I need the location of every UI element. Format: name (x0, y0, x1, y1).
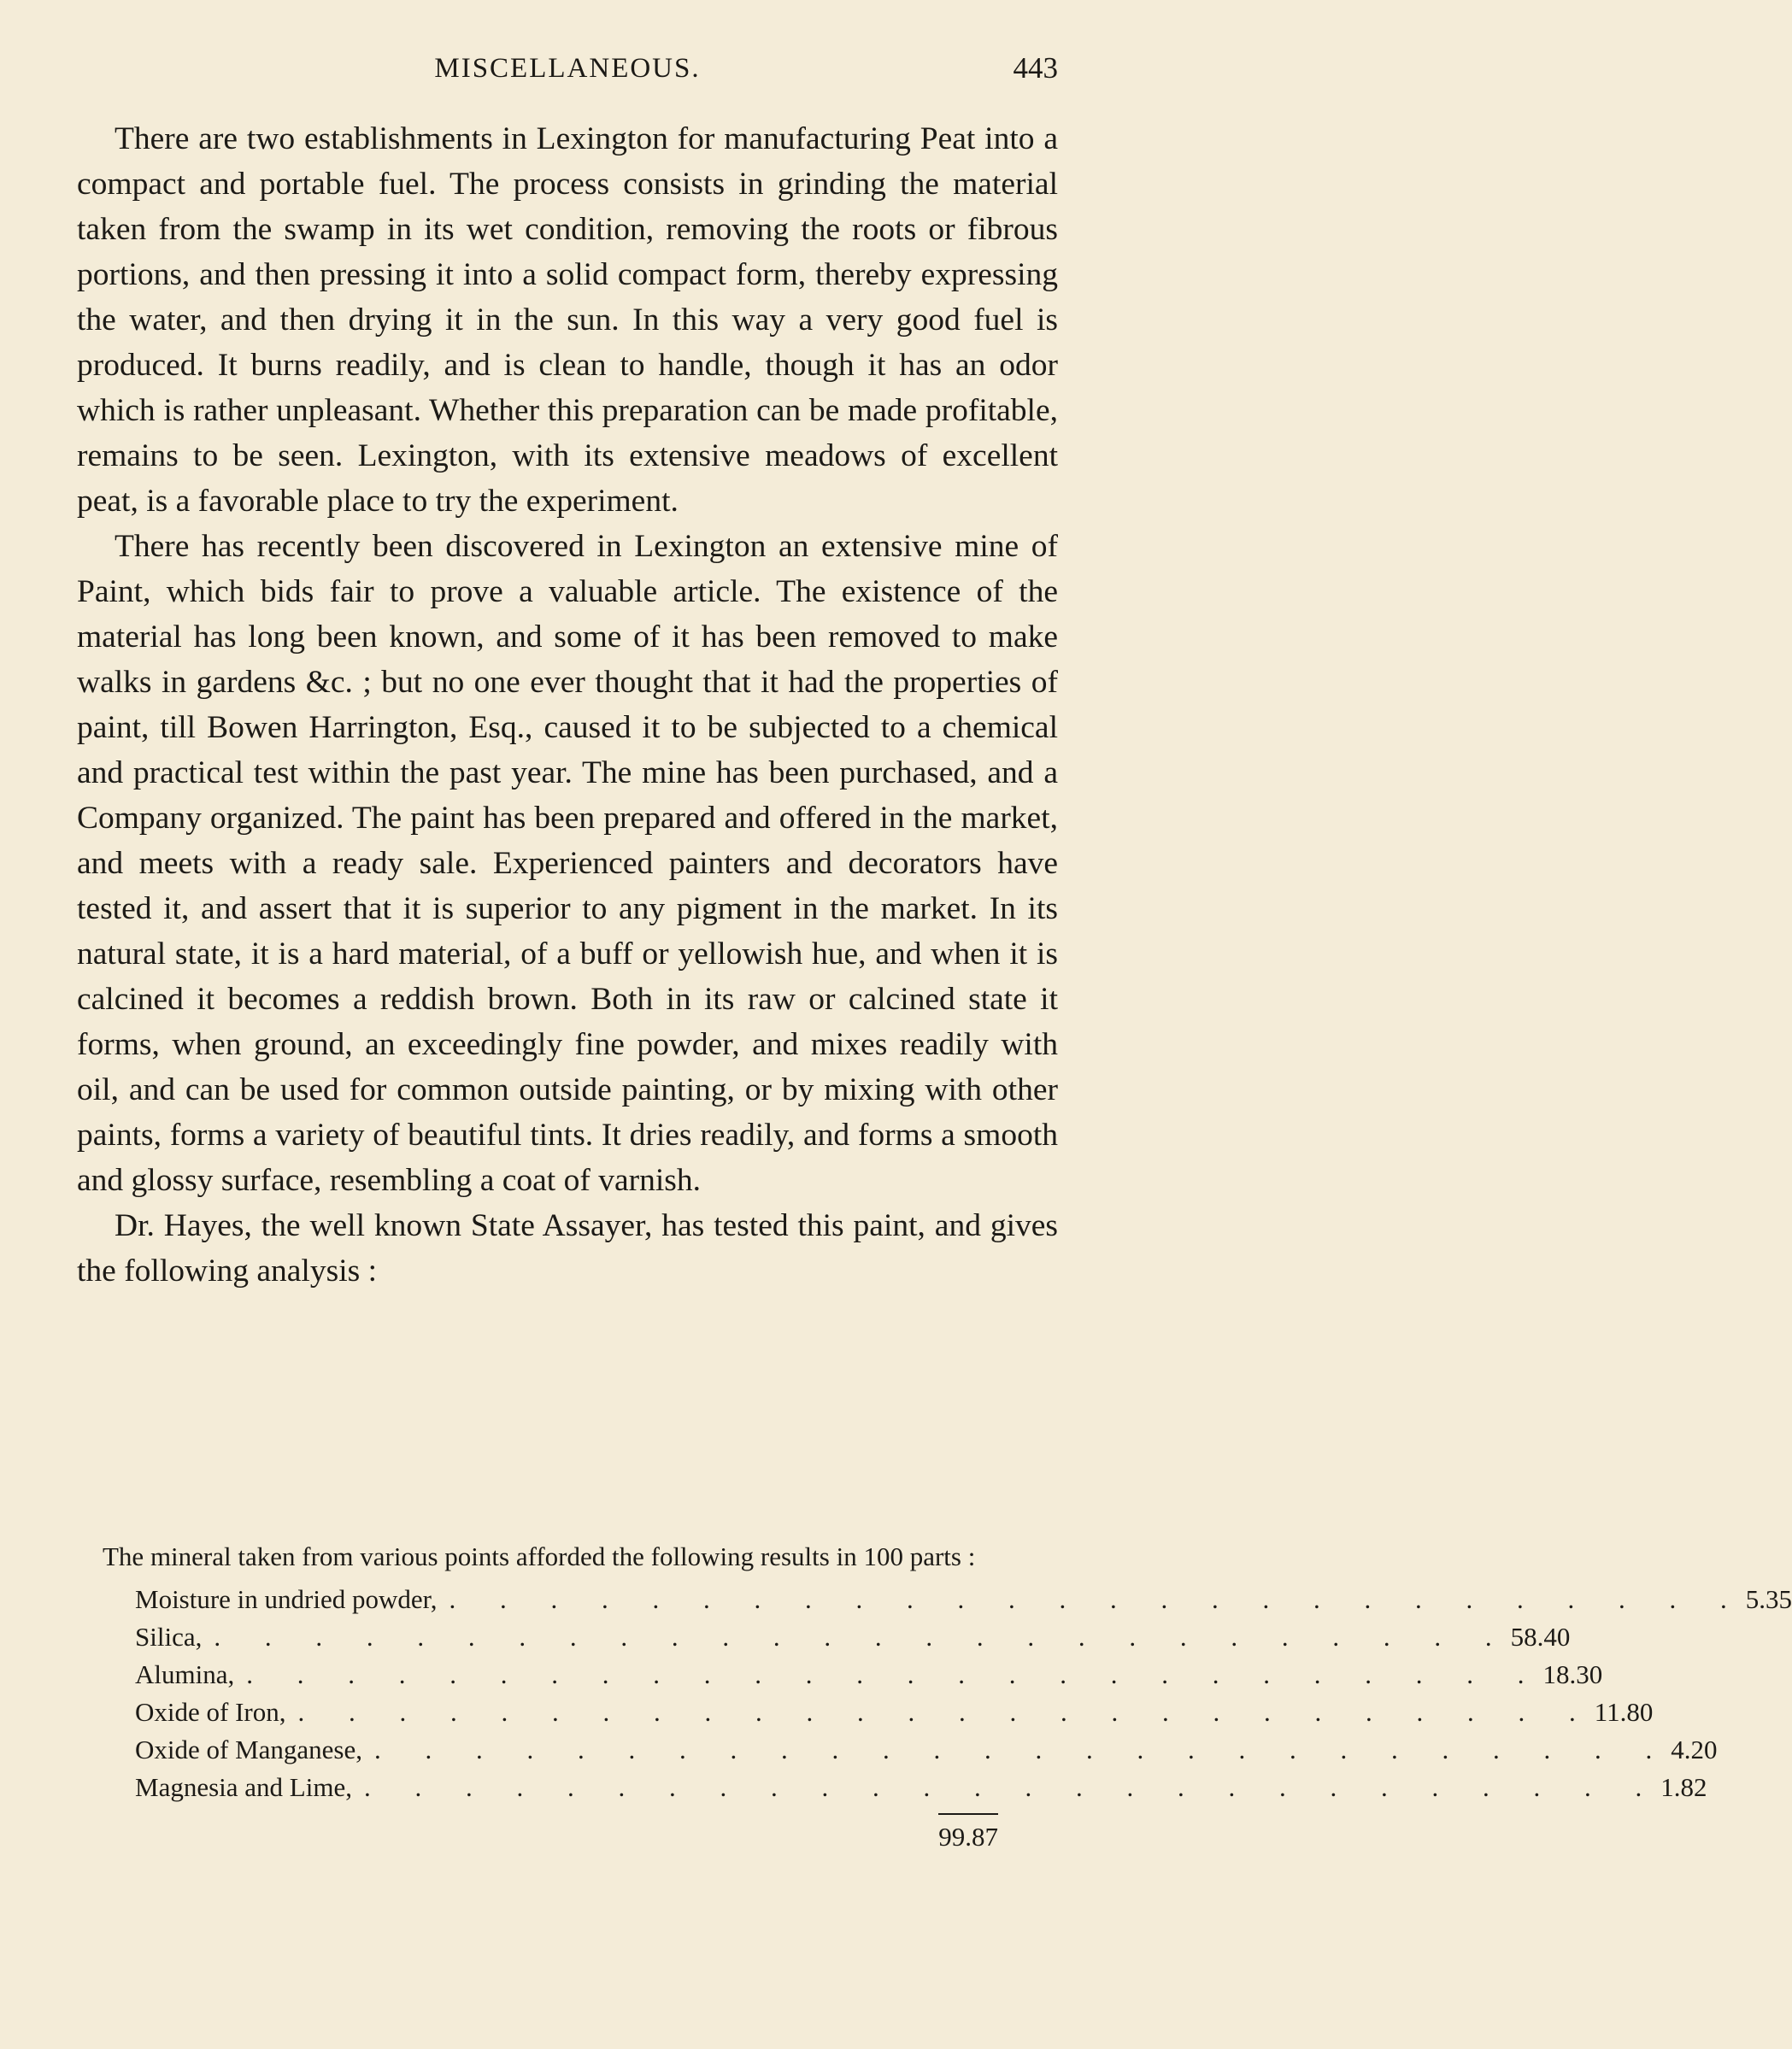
analysis-row (135, 1694, 1654, 1731)
total-rule (938, 1813, 998, 1815)
page-number: 443 (1013, 51, 1058, 85)
dot-leader: . . . . . . . . . . . . . . . . . . . . . . . . . . (449, 1584, 1746, 1614)
analysis-intro: The mineral taken from various points afforded the following results in 100 parts : (103, 1541, 976, 1571)
analysis-row (135, 1656, 1603, 1694)
running-head (77, 48, 1058, 99)
analysis-row-value: 1.82 (1660, 1772, 1707, 1802)
running-title: MISCELLANEOUS. (434, 53, 701, 84)
analysis-extract (77, 1538, 1792, 1856)
analysis-row-name: Oxide of Iron, (135, 1697, 286, 1727)
analysis-total-row (135, 1818, 998, 1856)
analysis-row-name: Moisture in undried powder, (135, 1584, 438, 1614)
analysis-total-value: 99.87 (938, 1822, 998, 1852)
dot-leader: . . . . . . . . . . . . . . . . . . . . . . . . . . (214, 1622, 1511, 1652)
analysis-row-name: Silica, (135, 1622, 203, 1652)
analysis-table (135, 1581, 1792, 1856)
analysis-row (135, 1731, 1718, 1769)
dot-leader: . . . . . . . . . . . . . . . . . . . . . . . . . . (297, 1697, 1595, 1727)
analysis-row (135, 1618, 1571, 1656)
analysis-row (135, 1581, 1792, 1618)
analysis-row (135, 1769, 1707, 1806)
analysis-row-value: 4.20 (1671, 1735, 1718, 1764)
paragraph-peat-fuel: There are two establishments in Lexington for manufacturing Peat into a compact and portable fuel. The process consists in grinding the material taken from the swamp in its wet condition, removing the roots or fibrous portions, and then pressing it into a solid compact form, thereby expressing the water, and then drying it in the sun. In this way a very good fuel is produced. It burns readily, and is clean to handle, though it has an odor which is rather unpleasant. Whether this preparation can be made profitable, remains to be seen. Lexington, with its extensive meadows of excellent peat, is a favorable place to try the experiment. (77, 121, 1058, 519)
analysis-row-name: Alumina, (135, 1659, 235, 1689)
analysis-row-name: Magnesia and Lime, (135, 1772, 352, 1802)
analysis-row-value: 5.35 (1745, 1584, 1792, 1614)
paragraph-hayes-analysis: Dr. Hayes, the well known State Assayer, has tested this paint, and gives the following analysis : (77, 1208, 1058, 1289)
analysis-row-name: Oxide of Manganese, (135, 1735, 362, 1764)
analysis-row-value: 18.30 (1542, 1659, 1603, 1689)
body-text (77, 116, 1058, 1294)
analysis-row-value: 58.40 (1510, 1622, 1571, 1652)
analysis-row-value: 11.80 (1594, 1697, 1654, 1727)
dot-leader: . . . . . . . . . . . . . . . . . . . . . . . . . . (246, 1659, 1543, 1689)
dot-leader: . . . . . . . . . . . . . . . . . . . . . . . . . . (363, 1772, 1661, 1802)
paragraph-paint-mine: There has recently been discovered in Lexington an extensive mine of Paint, which bids fair to prove a valuable article. The existence of the material has long been known, and some of it has been removed to make walks in gardens &c. ; but no one ever thought that it had the properties of paint, till Bowen Harrington, Esq., caused it to be subjected to a chemical and practical test within the past year. The mine has been purchased, and a Company organized. The paint has been prepared and offered in the market, and meets with a ready sale. Experienced painters and decorators have tested it, and assert that it is superior to any pigment in the market. In its natural state, it is a hard material, of a buff or yellowish hue, and when it is calcined it becomes a reddish brown. Both in its raw or calcined state it forms, when ground, an exceedingly fine powder, and mixes readily with oil, and can be used for common outside painting, or by mixing with other paints, forms a variety of beautiful tints. It dries readily, and forms a smooth and glossy surface, resembling a coat of varnish. (77, 529, 1058, 1198)
dot-leader: . . . . . . . . . . . . . . . . . . . . . . . . . . (374, 1735, 1672, 1764)
